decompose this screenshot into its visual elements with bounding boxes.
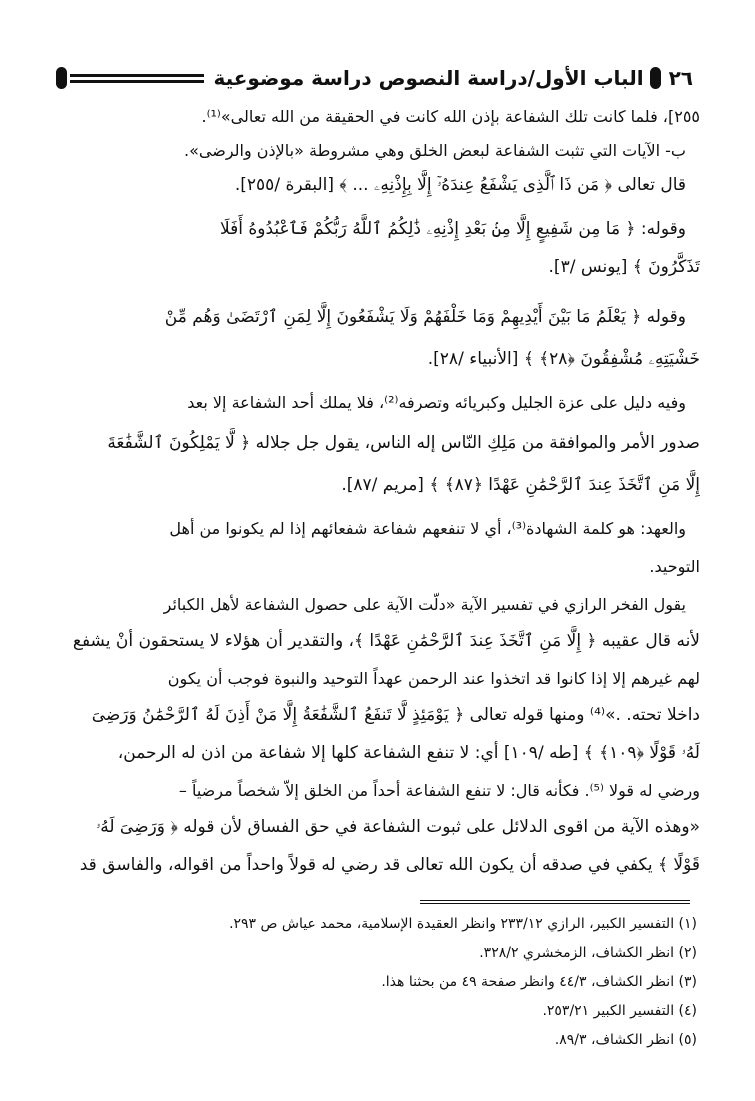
- footnotes: [77, 910, 697, 1055]
- text-line: لأنه قال عقيبه ﴿ إِلَّا مَنِ ٱتَّخَذَ عِندَ ٱلرَّحْمَٰنِ عَهْدًا ﴾، والتقدير أن هؤلاء لا يستحقون أنْ يشفع: [72, 631, 700, 651]
- page-number: ٢٦: [668, 66, 693, 90]
- text-line: قَوْلًا ﴾ يكفي في صدقه أن يكون الله تعالى قد رضي له قولاً واحداً من اقواله، والفاسق قد: [79, 855, 700, 875]
- header-ornament-middle: [650, 67, 661, 89]
- text-line: وقوله: ﴿ مَا مِن شَفِيعٍ إِلَّا مِنۢ بَعْدِ إِذْنِهِۦ ذَٰلِكُمُ ٱللَّهُ رَبُّكُمْ فَٱعْبُدُوهُ أَفَلَا: [219, 219, 686, 239]
- text-line: وفيه دليل على عزة الجليل وكبريائه وتصرفه⁽²⁾، فلا يملك أحد الشفاعة إلا بعد: [187, 393, 686, 412]
- footnote-separator: [420, 900, 690, 901]
- text-line: يقول الفخر الرازي في تفسير الآية «دلّت الآية على حصول الشفاعة لأهل الكبائر: [163, 595, 686, 614]
- text-line: لهم غيرهم إلا إذا كانوا قد اتخذوا عند الرحمن عهداً التوحيد والنبوة فوجب أن يكون: [167, 669, 700, 688]
- footnote-separator: [420, 903, 690, 904]
- text-line: وقوله ﴿ يَعْلَمُ مَا بَيْنَ أَيْدِيهِمْ وَمَا خَلْفَهُمْ وَلَا يَشْفَعُونَ إِلَّا لِمَنِ ٱرْتَضَىٰ وَهُم مِّنْ: [164, 307, 686, 327]
- text-line: لَهُۥ قَوْلًا ﴿١٠٩﴾ ﴾ [طه /١٠٩] أي: لا تنفع الشفاعة كلها إلا شفاعة من اذن له الرحمن،: [117, 743, 700, 763]
- footnote: (٥) انظر الكشاف، ٨٩/٣.: [554, 1032, 697, 1048]
- running-header: [56, 58, 701, 98]
- text-line: خَشْيَتِهِۦ مُشْفِقُونَ ﴿٢٨﴾ ﴾ [الأنبياء /٢٨].: [427, 349, 700, 369]
- text-line: «وهذه الآية من اقوى الدلائل على ثبوت الشفاعة في حق الفساق لأن قوله ﴿ وَرَضِىَ لَهُۥ: [95, 817, 700, 837]
- text-line: إِلَّا مَنِ ٱتَّخَذَ عِندَ ٱلرَّحْمَٰنِ عَهْدًا ﴿٨٧﴾ ﴾ [مريم /٨٧].: [341, 475, 700, 495]
- footnote: (٤) التفسير الكبير ٢٥٣/٢١.: [542, 1003, 697, 1019]
- text-line: صدور الأمر والموافقة من مَلِكِ النّاس إله الناس، يقول جل جلاله ﴿ لَّا يَمْلِكُونَ ٱلشَّفَٰعَةَ: [107, 433, 700, 453]
- footnote: (٣) انظر الكشاف، ٤٤/٣ وانظر صفحة ٤٩ من بحثنا هذا.: [381, 974, 697, 990]
- text-line: تَذَكَّرُونَ ﴾ [يونس /٣].: [548, 257, 700, 277]
- text-line: التوحيد.: [649, 557, 700, 576]
- text-line: ورضي له قولا ⁽⁵⁾. فكأنه قال: لا تنفع الشفاعة أحداً من الخلق إلاّ شخصاً مرضياً –: [178, 781, 700, 800]
- text-line: ب- الآيات التي تثبت الشفاعة لبعض الخلق وهي مشروطة «بالإذن والرضى».: [184, 141, 686, 160]
- chapter-title: الباب الأول/دراسة النصوص دراسة موضوعية: [213, 66, 644, 90]
- footnote: (١) التفسير الكبير، الرازي ٢٣٣/١٢ وانظر العقيدة الإسلامية، محمد عياش ص ٢٩٣.: [229, 916, 697, 932]
- header-rule-left: [70, 71, 204, 86]
- text-line: قال تعالى ﴿ مَن ذَا ٱلَّذِى يَشْفَعُ عِندَهُۥٓ إِلَّا بِإِذْنِهِۦ ... ﴾ [البقرة /٢٥٥].: [234, 175, 686, 195]
- text-line: ٢٥٥]، فلما كانت تلك الشفاعة بإذن الله كانت في الحقيقة من الله تعالى»⁽¹⁾.: [201, 107, 700, 126]
- header-ornament-left: [56, 67, 67, 89]
- text-line: والعهد: هو كلمة الشهادة⁽³⁾، أي لا تنفعهم شفاعة شفعائهم إذا لم يكونوا من أهل: [169, 519, 686, 538]
- text-line: داخلا تحته. .»⁽⁴⁾ ومنها قوله تعالى ﴿ يَوْمَئِذٍ لَّا تَنفَعُ ٱلشَّفَٰعَةُ إِلَّا مَنْ أَذِنَ لَهُ ٱلرَّحْمَٰنُ وَرَضِىَ: [91, 705, 700, 725]
- footnote: (٢) انظر الكشاف، الزمخشري ٣٢٨/٢.: [479, 945, 697, 961]
